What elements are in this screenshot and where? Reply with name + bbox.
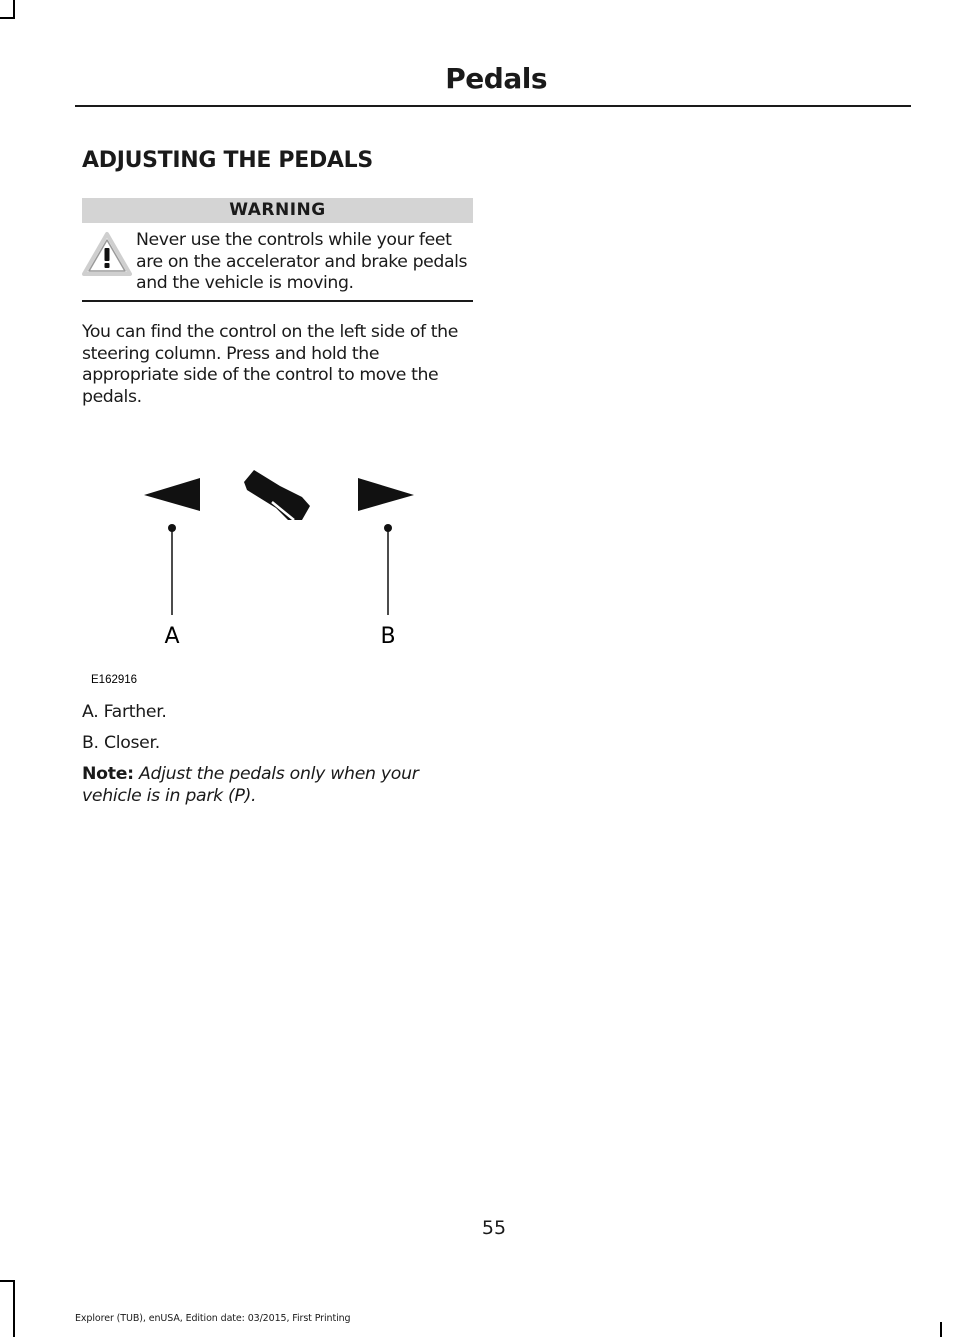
crop-mark — [0, 1280, 15, 1282]
warning-triangle-icon — [82, 231, 132, 277]
pedal-control-figure — [82, 440, 473, 690]
page-header-title: Pedals — [445, 62, 547, 95]
warning-text: Never use the controls while your feet are on the accelerator and brake pedals and the vehicle is moving. — [136, 230, 468, 293]
crop-mark — [940, 1322, 942, 1337]
header-rule — [75, 105, 911, 107]
figure-code: E162916 — [91, 674, 138, 686]
crop-mark — [13, 1280, 15, 1337]
note-text: Adjust the pedals only when your vehicle is in park (P). — [82, 764, 419, 806]
body-paragraph: You can find the control on the left side of the steering column. Press and hold the appropriate side of the control to move the pedals. — [82, 322, 458, 407]
pedal-icon — [244, 470, 310, 520]
note-label: Note: — [82, 764, 134, 784]
note — [82, 764, 477, 807]
section-heading: ADJUSTING THE PEDALS — [82, 148, 373, 173]
legend-item-b: B. Closer. — [82, 733, 160, 753]
arrow-left-icon — [144, 478, 200, 511]
arrow-right-icon — [358, 478, 414, 511]
warning-label: WARNING — [82, 198, 473, 223]
footer-edition: Explorer (TUB), enUSA, Edition date: 03/2015, First Printing — [75, 1313, 351, 1324]
page-number: 55 — [481, 1217, 507, 1239]
legend-item-a: A. Farther. — [82, 702, 167, 722]
callout-label-b: B — [380, 624, 396, 649]
callout-label-a: A — [164, 624, 180, 649]
warning-divider — [82, 300, 473, 302]
crop-mark — [0, 17, 15, 19]
